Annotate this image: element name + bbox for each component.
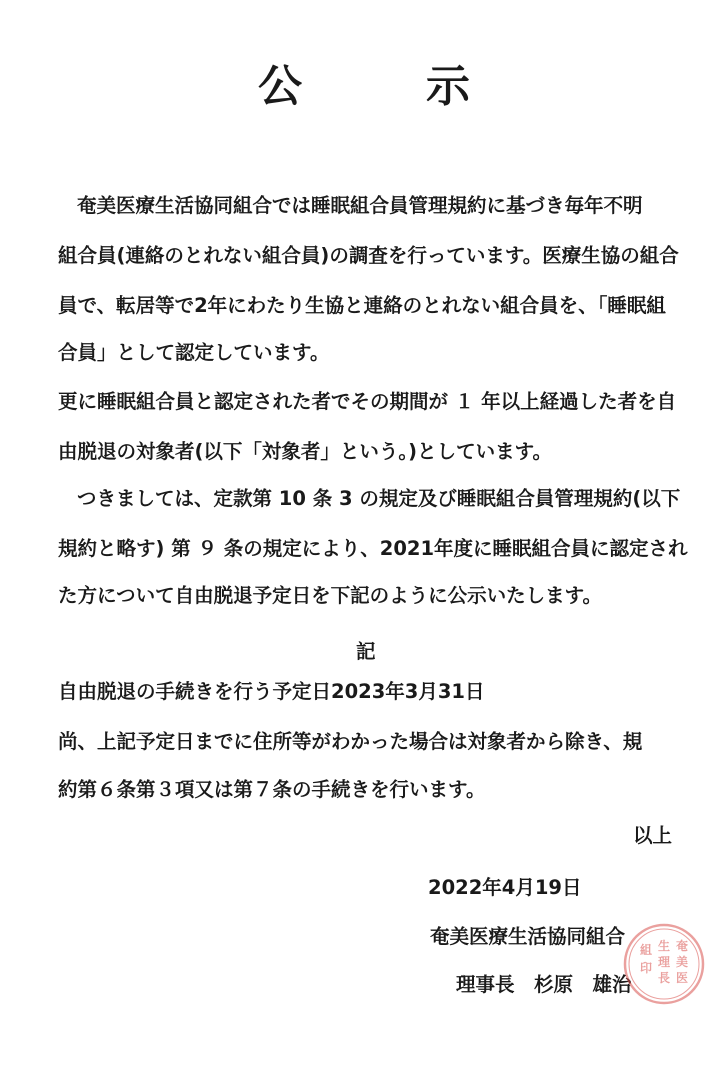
body-line-4: 合員」として認定しています。 xyxy=(58,341,330,364)
detail-line-1: 自由脱退の手続きを行う予定日2023年3月31日 xyxy=(58,680,485,703)
body-line-9: た方について自由脱退予定日を下記のように公示いたします。 xyxy=(58,584,603,607)
body-line-8: 規約と略す) 第 ９ 条の規定により、2021年度に睡眠組合員に認定され xyxy=(58,537,688,560)
ki-heading: 記 xyxy=(356,640,376,663)
body-line-1: 奄美医療生活協同組合では睡眠組合員管理規約に基づき毎年不明 xyxy=(77,194,643,217)
svg-text:奄: 奄 xyxy=(676,939,689,953)
notice-date: 2022年4月19日 xyxy=(428,876,582,899)
body-line-6: 由脱退の対象者(以下「対象者」という。)としています。 xyxy=(58,440,553,463)
notice-title: 公 示 xyxy=(258,61,510,112)
body-line-3: 員で、転居等で2年にわたり生協と連絡のとれない組合員を、「睡眠組 xyxy=(58,294,666,317)
detail-line-3: 約第６条第３項又は第７条の手続きを行います。 xyxy=(58,778,486,801)
svg-text:医: 医 xyxy=(676,971,689,985)
ijo-text: 以上 xyxy=(633,824,673,847)
svg-text:長: 長 xyxy=(658,971,671,985)
svg-text:理: 理 xyxy=(658,955,671,969)
svg-text:組: 組 xyxy=(640,943,653,957)
svg-text:印: 印 xyxy=(640,961,653,975)
official-seal-icon xyxy=(622,922,706,1006)
body-line-7: つきましては、定款第 10 条 3 の規定及び睡眠組合員管理規約(以下 xyxy=(77,487,681,510)
body-line-5: 更に睡眠組合員と認定された者でその期間が １ 年以上経過した者を自 xyxy=(58,390,677,413)
svg-text:生: 生 xyxy=(658,939,671,953)
body-line-2: 組合員(連絡のとれない組合員)の調査を行っています。医療生協の組合 xyxy=(58,244,679,267)
signatory-name: 理事長 杉原 雄治 xyxy=(456,973,632,996)
organization-name: 奄美医療生活協同組合 xyxy=(430,925,626,948)
svg-text:美: 美 xyxy=(676,955,689,969)
detail-line-2: 尚、上記予定日までに住所等がわかった場合は対象者から除き、規 xyxy=(58,730,643,753)
